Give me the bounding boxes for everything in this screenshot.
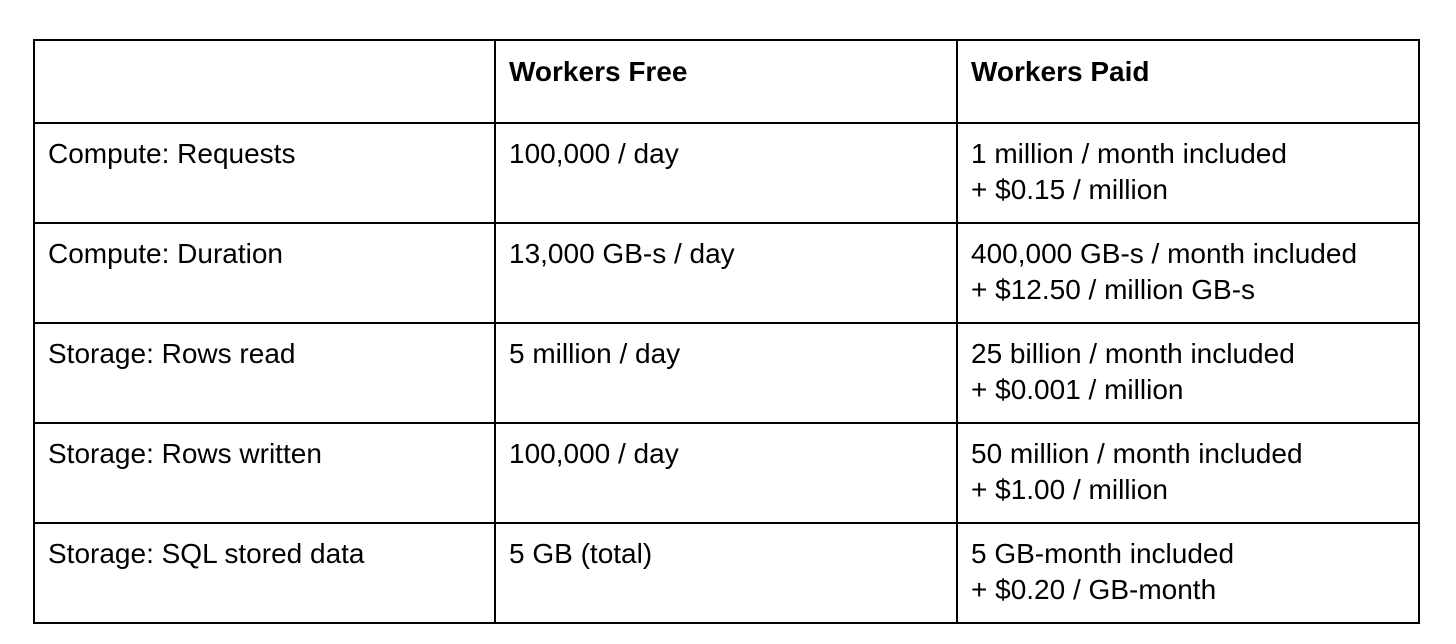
table-row [34,323,1419,423]
free-cell: 100,000 / day [495,123,957,223]
paid-cell [957,123,1419,223]
paid-overage-text: + $1.00 / million [971,474,1168,505]
table-row [34,223,1419,323]
paid-included-text: 1 million / month included [971,138,1287,169]
metric-cell: Storage: Rows read [34,323,495,423]
paid-overage-text: + $12.50 / million GB-s [971,274,1256,305]
header-empty-cell [34,40,495,123]
free-cell: 100,000 / day [495,423,957,523]
free-cell: 5 million / day [495,323,957,423]
table-row [34,123,1419,223]
header-workers-paid: Workers Paid [957,40,1419,123]
metric-cell: Storage: Rows written [34,423,495,523]
paid-included-text: 5 GB-month included [971,538,1235,569]
pricing-table-container [33,39,1420,624]
paid-overage-text: + $0.20 / GB-month [971,574,1217,605]
metric-cell: Storage: SQL stored data [34,523,495,623]
table-header-row [34,40,1419,123]
paid-included-text: 25 billion / month included [971,338,1295,369]
metric-cell: Compute: Duration [34,223,495,323]
paid-overage-text: + $0.001 / million [971,374,1184,405]
paid-cell [957,423,1419,523]
paid-cell [957,223,1419,323]
free-cell: 13,000 GB-s / day [495,223,957,323]
paid-included-text: 50 million / month included [971,438,1303,469]
paid-cell [957,323,1419,423]
table-row [34,523,1419,623]
free-cell: 5 GB (total) [495,523,957,623]
header-workers-free: Workers Free [495,40,957,123]
paid-cell [957,523,1419,623]
table-row [34,423,1419,523]
metric-cell: Compute: Requests [34,123,495,223]
paid-overage-text: + $0.15 / million [971,174,1168,205]
pricing-table [33,39,1420,624]
paid-included-text: 400,000 GB-s / month included [971,238,1358,269]
